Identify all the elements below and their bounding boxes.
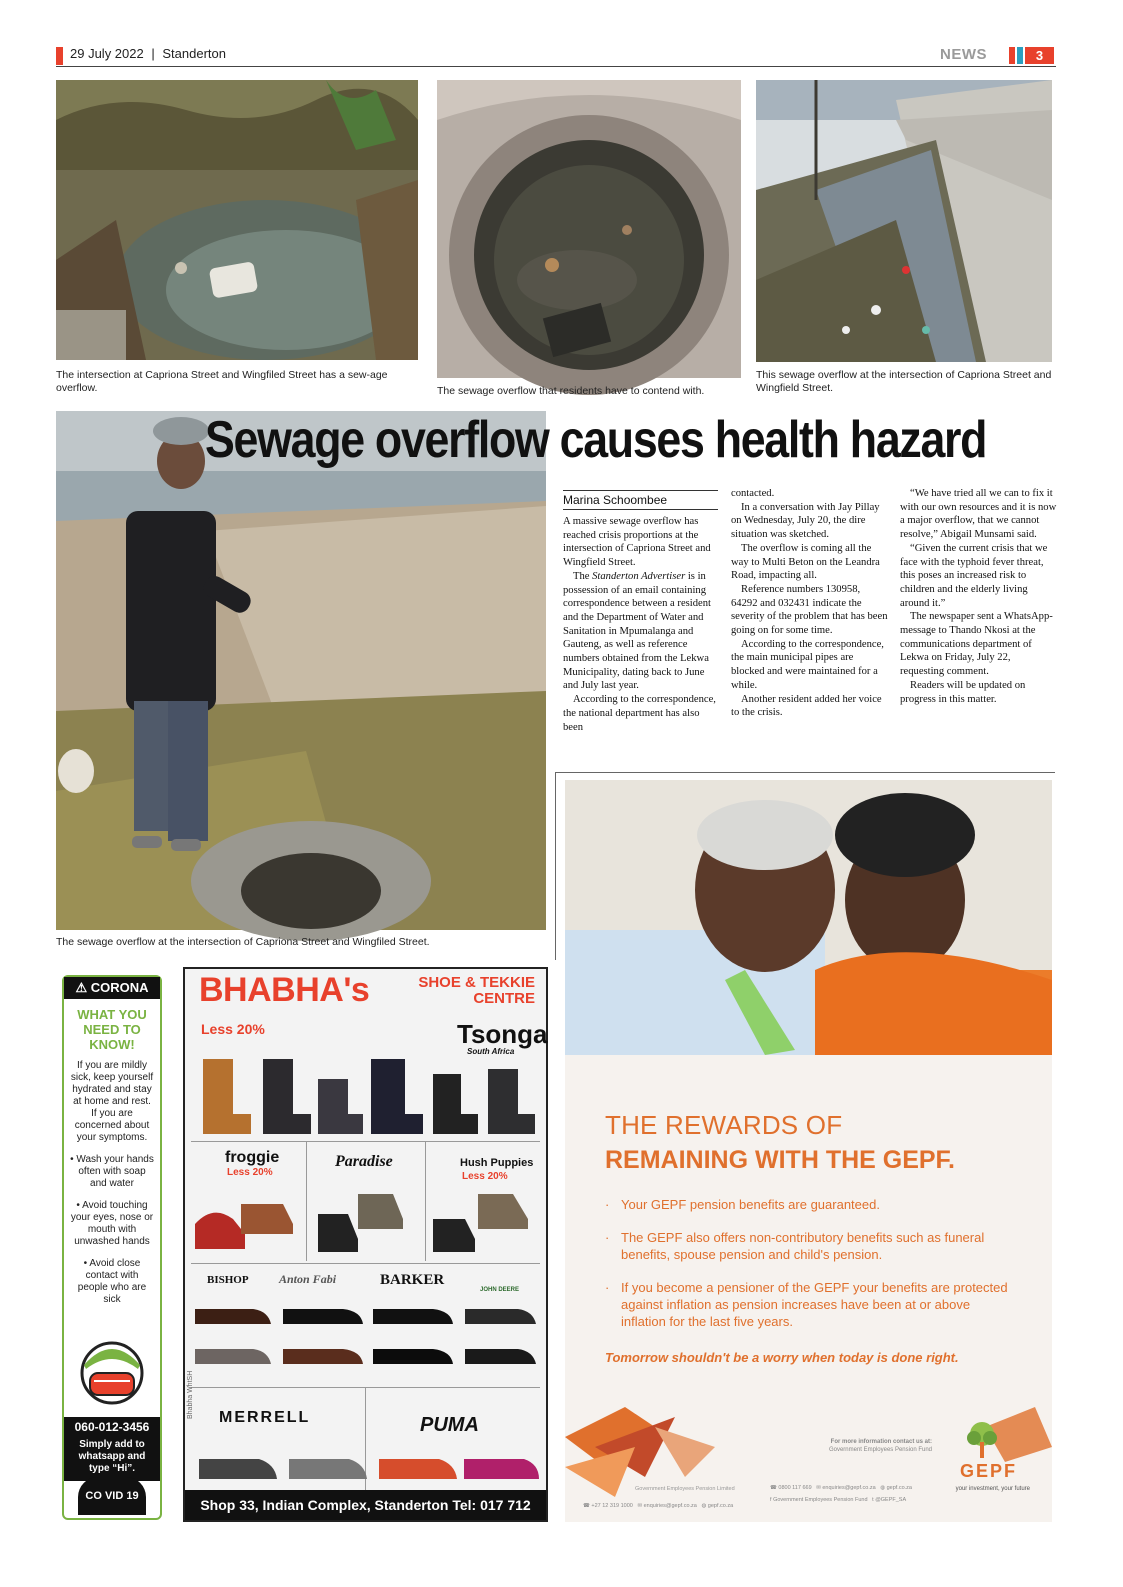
article-column-1 [563, 515, 720, 734]
brand-bishop: BISHOP [207, 1274, 249, 1286]
corona-tip: If you are mildly sick, keep yourself hydrated and stay at home and rest. If you are concerned about your symptoms. [70, 1060, 154, 1143]
bhabha-divider [191, 1263, 540, 1264]
photo-manhole [437, 80, 741, 378]
gepf-benefit: · Your GEPF pension benefits are guaranteed. [605, 1196, 1015, 1213]
corona-tips [64, 1060, 160, 1306]
caption-photo-1: The intersection at Capriona Street and Wingfiled Street has a sew-age overflow. [56, 369, 388, 394]
section-tick-red [1009, 47, 1015, 64]
article-paragraph: “We have tried all we can to fix it with our own resources and it is now a major overflow, that we cannot resolve,” Abigail Munsami said. [900, 488, 1057, 541]
brand-hush-puppies: Hush Puppies [460, 1157, 534, 1169]
facebook-icon: f [770, 1497, 772, 1503]
brand-puma: PUMA [420, 1414, 479, 1436]
section-label: NEWS [940, 46, 987, 63]
bhabha-discount-hush: Less 20% [462, 1171, 508, 1182]
section-tick-blue [1017, 47, 1023, 64]
gepf-phone: +27 12 319 1000 [591, 1503, 633, 1509]
gepf-twitter[interactable]: @GEPF_SA [875, 1497, 907, 1503]
gepf-facebook[interactable]: Government Employees Pension Fund [773, 1497, 868, 1503]
article-paragraph: A massive sewage overflow has reached crisis proportions at the intersection of Capriona Street and Wingfield Street. [563, 516, 711, 569]
article-paragraph: “Given the current crisis that we face with the typhoid fever threat, this poses an increased risk to children and the elderly living around it.” [900, 542, 1048, 609]
article-paragraph: The overflow is coming all the way to Multi Beton on the Leandra Road, impacting all. [731, 542, 880, 582]
gepf-email[interactable]: enquiries@gepf.co.za [822, 1485, 876, 1491]
gepf-heading-1: THE REWARDS OF [605, 1110, 843, 1140]
corona-heading: WHAT YOU NEED TO KNOW! [77, 1007, 147, 1052]
article-paragraph: Reference numbers 130958, 64292 and 032431 indicate the severity of the problem that has been going on for some time. [731, 583, 888, 637]
bhabha-divider [191, 1141, 540, 1142]
gepf-tree-logo-icon [962, 1420, 1002, 1460]
bhabha-credit: Bhabha WhtSH [187, 1370, 194, 1419]
corona-tip: • Wash your hands often with soap and water [70, 1154, 154, 1189]
page-number: 3 [1025, 47, 1054, 64]
corona-phone: 060-012-3456 [64, 1417, 160, 1437]
header-separator: | [151, 46, 155, 61]
web-icon: ◍ [701, 1503, 707, 1509]
gepf-contact-org: Government Employees Pension Fund [828, 1447, 932, 1453]
gepf-benefits-list [605, 1196, 1015, 1346]
mail-icon: ✉ [637, 1503, 643, 1509]
bhabha-footer: Shop 33, Indian Complex, Standerton Tel: 017 712 2421 [185, 1490, 546, 1520]
gepf-email[interactable]: enquiries@gepf.co.za [643, 1503, 697, 1509]
corona-info-box [62, 975, 162, 1520]
article-paragraph: According to the correspondence, the national department has also been [563, 694, 716, 733]
gepf-social [770, 1496, 906, 1504]
article-paragraph: The Standerton Advertiser is in possession of an email containing correspondence between a resident and the Department of Water and Sanitation in Mpumalanga and Gauteng, as well as reference numbers obtained from the Lekwa Municipality, dating back to June and July last year. [563, 570, 711, 692]
corona-tip: • Avoid touching your eyes, nose or mouth with unwashed hands [70, 1200, 154, 1247]
gepf-advert [565, 780, 1052, 1522]
header-date: 29 July 2022 [70, 46, 144, 61]
brand-tsonga: Tsonga [457, 1019, 548, 1049]
photo-resident-pointing [56, 411, 546, 930]
article-paragraph: The newspaper sent a WhatsApp-message to Thando Nkosi at the communications department of Lekwa on Friday, July 22, requesting comment. [900, 611, 1053, 678]
header-dateline [70, 46, 226, 61]
gepf-footer [565, 1407, 1052, 1522]
caption-photo-2: The sewage overflow that residents have to contend with. [437, 385, 705, 397]
bhabha-title: BHABHA's [199, 971, 370, 1009]
sport-shoes-image [199, 1449, 539, 1491]
brand-barker: BARKER [380, 1272, 445, 1288]
photo-flooded-fence [756, 80, 1052, 362]
brand-anton-fabi: Anton Fabi [279, 1272, 337, 1286]
article-paragraph: In a conversation with Jay Pillay on Wednesday, July 20, the dire situation was sketched. [731, 501, 880, 541]
bhabha-discount-top: Less 20% [201, 1021, 265, 1037]
formal-shoes-image [193, 1299, 538, 1379]
brand-tsonga-sub: South Africa [467, 1047, 515, 1056]
bhabha-subtitle: SHOE & TEKKIE CENTRE [418, 974, 535, 1007]
phone-icon: ☎ [770, 1485, 777, 1491]
gepf-contacts-right [770, 1484, 912, 1492]
gepf-left-org: Government Employees Pension Limited [635, 1486, 735, 1492]
caption-photo-3: This sewage overflow at the intersection of Capriona Street and Wingfield Street. [756, 369, 1052, 394]
brand-froggie: froggie [225, 1149, 280, 1166]
gepf-contact-heading [829, 1438, 932, 1454]
article-headline: Sewage overflow causes health hazard [205, 411, 987, 469]
brand-john-deere: JOHN DEERE [480, 1287, 520, 1293]
shoes-row-image [193, 1194, 538, 1264]
article-paragraph: According to the correspondence, the main municipal pipes are blocked and were maintained for a while. [731, 638, 884, 691]
mail-icon: ✉ [816, 1485, 821, 1491]
photo-sewage-pool [56, 80, 418, 360]
brand-merrell: MERRELL [219, 1409, 311, 1426]
boots-row-image [193, 1059, 538, 1139]
gepf-heading-2: REMAINING WITH THE GEPF. [605, 1146, 955, 1174]
article-bottom-rule [555, 772, 1055, 773]
gepf-contacts-left [583, 1502, 733, 1510]
corona-title: ⚠ CORONA [64, 977, 160, 999]
caption-main-photo: The sewage overflow at the intersection of Capriona Street and Wingfiled Street. [56, 936, 430, 948]
web-icon: ◍ [880, 1485, 886, 1491]
article-byline: Marina Schoombee [563, 490, 718, 510]
phone-icon: ☎ [583, 1503, 590, 1509]
header-location: Standerton [162, 46, 226, 61]
gepf-contact-title: For more information contact us at: [830, 1439, 932, 1445]
corona-whatsapp-note: Simply add to whatsapp and type “Hi”. [64, 1437, 160, 1481]
bhabha-advert [183, 967, 548, 1543]
brand-paradise: Paradise [335, 1153, 393, 1170]
article-paragraph: Readers will be updated on progress in this matter. [900, 679, 1026, 705]
gepf-logo: GEPF [959, 1461, 1017, 1481]
gepf-web[interactable]: gepf.co.za [886, 1485, 912, 1491]
header-rule [56, 66, 1056, 67]
article-paragraph: contacted. [731, 488, 775, 499]
gepf-benefit: · The GEPF also offers non-contributory benefits such as funeral benefits, spouse pension and child's pension. [605, 1229, 1015, 1263]
article-column-3 [900, 487, 1057, 706]
header-accent-bar [56, 47, 63, 65]
gepf-phone: 0800 117 669 [778, 1485, 812, 1491]
covid-logo: CO VID 19 [78, 1477, 146, 1515]
gepf-logo-tagline: your investment, your future [955, 1486, 1030, 1492]
corona-tip: • Avoid close contact with people who are sick [77, 1258, 147, 1305]
twitter-icon: t [872, 1497, 874, 1503]
article-paragraph: Another resident added her voice to the crisis. [731, 693, 882, 719]
gepf-web[interactable]: gepf.co.za [707, 1503, 734, 1509]
article-column-2 [731, 487, 888, 720]
gepf-benefit: · If you become a pensioner of the GEPF your benefits are protected against inflation as pension increases have been at or above inflation for the last five years. [605, 1279, 1015, 1330]
publication-name: Standerton Advertiser [592, 570, 686, 582]
gepf-couple-photo [565, 780, 1052, 1055]
bhabha-discount-froggie: Less 20% [227, 1167, 273, 1178]
gepf-tagline: Tomorrow shouldn't be a worry when today is done right. [605, 1350, 959, 1365]
mask-face-icon [78, 1339, 146, 1409]
article-vertical-rule [555, 772, 556, 960]
